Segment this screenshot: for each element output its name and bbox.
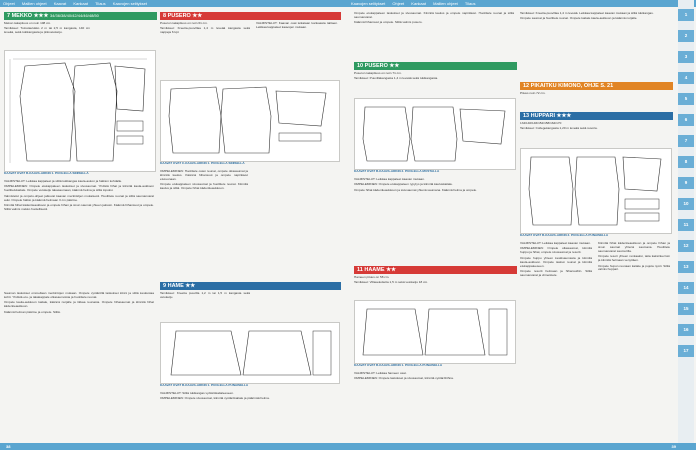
pattern-number: 9 bbox=[163, 283, 167, 289]
pattern-number: 8 bbox=[163, 13, 167, 19]
pattern-10-header bbox=[354, 62, 517, 70]
tab-number: 5 bbox=[678, 93, 694, 105]
left-extra-text: Sauman laskokset ommellaan merkintöjen mukaan. Ompele vyötäröllä laskokset kiinni ja silitä keskustaa kohti. Yhdistä etu- ja takakappale olkasaumoista ja huolittele reunat. Ompele kaula-aukkoon kaitale, käännä nurjalle ja tikkaa reunasta. Ompele hihasaumat ja kiinnitä hihat kädentieaukkoon. Käännä helman päärme ja ompele. Silitä. bbox=[4, 292, 154, 314]
layout-diagram bbox=[355, 99, 515, 169]
tab-number: 13 bbox=[678, 261, 694, 273]
instr-text: OMPELEMINEN: Ompele etukappaleen laskokset ja sivusaumat. Yhdistä hihat ja kiinnitä kaula-aukkoon huolittelukaitale. Ompele vetoketju takasaumaan, käännä helma ja silitä lopuksi. bbox=[4, 184, 154, 193]
tab-number: 3 bbox=[678, 51, 694, 63]
pattern-8-layout-figure bbox=[160, 80, 340, 162]
right-page bbox=[348, 0, 696, 450]
layout-diagram bbox=[161, 81, 339, 161]
pattern-9-layout-figure bbox=[160, 322, 340, 384]
left-topbar bbox=[0, 0, 348, 7]
prep-text: VALMISTELUT: Leikkaa hameen osat. bbox=[354, 372, 407, 375]
pattern-text: Puseron takapituus on noin 71 cm. bbox=[354, 72, 402, 75]
pattern-10-caption: KAAVAT OVAT B-KAAVA-ARKIN 2. PUOLELLA MUSTALLA bbox=[354, 169, 440, 173]
pattern-text: Puseron takapituus on noin 61 cm. bbox=[160, 22, 208, 25]
prep-text: VALMISTELUT: Leikkaa kappaleet ja silitä tukikangas kaula-aukon ja halkion kohdalle. bbox=[4, 180, 123, 183]
pattern-12-header bbox=[520, 82, 673, 90]
pattern-text: Tarvikkeet: Villasekoitetta 1,5 m sekä vetoketju 18 cm. bbox=[354, 280, 429, 285]
right-bottombar bbox=[348, 443, 696, 450]
pattern-13-instructions-2: Kiinnitä hihat kädentieaukkoon ja ompele hihan ja sivun saumat yhtenä saumana. Huolittele saumanvarat saumurilla. Ompele resori yhteen renkaaksi, taita kaksinkerroin ja kiinnitä helmaan venyttäen. Ompele hupun reunaan kaitale ja pujota nyöri. Silitä valmis huppari. bbox=[598, 242, 670, 272]
topbar-item: Tilaus bbox=[95, 1, 106, 6]
pattern-9-instructions bbox=[160, 392, 338, 437]
pattern-8-header bbox=[160, 12, 341, 20]
prep-text: VALMISTELUT: Silitä tukikangas vyötärökaitaleeseen. bbox=[160, 392, 234, 395]
instr-text: OMPELEMINEN: Ompele sivusaumat, kiinnitä vyötärökaitale ja päärmää helma. bbox=[160, 396, 270, 401]
tab-number: 2 bbox=[678, 30, 694, 42]
pattern-11-layout-figure bbox=[354, 300, 516, 364]
topbar-item: Mallien ohjeet bbox=[21, 1, 47, 6]
tab-number: 15 bbox=[678, 303, 694, 315]
left-bottombar bbox=[0, 443, 348, 450]
pattern-7-caption: KAAVAT OVAT B-KAAVA-ARKIN 1. PUOLELLA SINISELLÄ bbox=[4, 171, 89, 175]
pattern-9-intro bbox=[160, 292, 250, 322]
tab-number: 10 bbox=[678, 198, 694, 210]
tab-number: 1 bbox=[678, 9, 694, 21]
pattern-number: 10 bbox=[357, 63, 364, 69]
difficulty-stars: ★★★ bbox=[33, 13, 49, 19]
pattern-13-caption: KAAVAT OVAT B-KAAVA-ARKIN 2. PUOLELLA PUNAISELLA bbox=[520, 233, 609, 237]
topbar-item: Kaavat bbox=[53, 1, 67, 6]
layout-diagram bbox=[161, 323, 339, 383]
pattern-name: PUSERO bbox=[167, 13, 191, 19]
layout-diagram bbox=[5, 51, 155, 171]
prep-text: VALMISTELUT: Leikkaa kappaleet kaavan mukaan. bbox=[520, 242, 591, 245]
pattern-text: Mekon takapituus on noin 108 cm. bbox=[4, 22, 52, 25]
instr-text: OMPELEMINEN: Huolittele osien reunat, ompele olkasaumat ja kiinnitä kaulus. Käännä hihansuut ja ompele napinlävet etureunaan. bbox=[160, 170, 248, 181]
pattern-7-layout-figure bbox=[4, 50, 156, 172]
right-column-text: Tarvikkeet: Kreetta-puuvillaa 1,4 m leveää. Leikkaa kappaleet kaavan mukaan ja silitä tukikangas. Ompele saumat ja huolittele reunat. Ompele kaitale kaula-aukkoon ja käännä nurjalle. bbox=[520, 12, 654, 21]
right-topbar bbox=[348, 0, 696, 7]
tab-number: 6 bbox=[678, 114, 694, 126]
difficulty-stars: ★★ bbox=[386, 267, 396, 273]
side-tabs bbox=[678, 0, 694, 450]
difficulty-stars: ★★★ bbox=[556, 113, 572, 119]
page-number: 38 bbox=[6, 444, 11, 449]
tab-number: 16 bbox=[678, 324, 694, 336]
pattern-text: Tarvikkeet: Puuvillakangasta 1,4 m leveää sekä tukikangasta. bbox=[354, 76, 439, 81]
pattern-name: PIKAITKU KIMONO, OHJE S. 21 bbox=[530, 83, 614, 89]
topbar-item: Kankaat bbox=[411, 1, 426, 6]
pattern-8-instructions: OMPELEMINEN: Huolittele osien reunat, ompele olkasaumat ja kiinnitä kaulus. Käännä hihansuut ja ompele napinlävet etureunaan. Ompele etukappaleen sivusaumat ja huolittele reunat. Kiinnitä kaulus ja silitä. Ompele hihat kädentieaukkoon. bbox=[160, 170, 248, 191]
pattern-13-layout-figure bbox=[520, 148, 672, 234]
pattern-8-prep bbox=[256, 22, 338, 82]
pattern-10-prev-text: Ompele etukappaleen laskokset ja sivusaumat. Kiinnitä kaulus ja ompele napinlävet. Huolittele reunat ja silitä saumanvarat. Käännä hihansuut ja ompele. Silitä valmis pusero. bbox=[354, 12, 514, 25]
topbar-item: Kaavojen selitykset bbox=[112, 1, 148, 6]
pattern-10-layout-figure bbox=[354, 98, 516, 170]
pattern-11-header bbox=[354, 266, 517, 274]
tab-number: 9 bbox=[678, 177, 694, 189]
tab-number: 14 bbox=[678, 282, 694, 294]
tab-number: 12 bbox=[678, 240, 694, 252]
pattern-9-caption: KAAVAT OVAT B-KAAVA-ARKIN 1. PUOLELLA PUNAISELLA bbox=[160, 383, 249, 387]
topbar-item: Ohjeet bbox=[3, 1, 15, 6]
pattern-12-intro bbox=[520, 92, 670, 108]
prep-text: VALMISTELUT: Kaavan osat leikataan kankaasta taittaen. Leikkaa kappaleet kaavojen mukaan. bbox=[256, 22, 338, 29]
pattern-name: HUPPARI bbox=[530, 113, 556, 119]
pattern-10-instructions: VALMISTELUT: Leikkaa kappaleet kaavan mukaan. OMPELEMINEN: Ompele etukappaleen rypytys ja kiinnitä kauluskaitale. Ompele hihat kädentieaukkoon ja sivusaumat yhtenä saumana. Käännä helma ja ompele. bbox=[354, 178, 514, 263]
instr-text: OMPELEMINEN: Ompele olkasaumat, kiinnitä huppu ja hihat, ompele sivusaumat ja resorit. bbox=[520, 246, 592, 255]
tab-number: 11 bbox=[678, 219, 694, 231]
difficulty-stars: ★★ bbox=[192, 13, 203, 19]
pattern-7-header bbox=[4, 12, 157, 20]
pattern-sizes: 34/36/38/40/42/44/46/48/50 bbox=[49, 13, 99, 18]
pattern-13-intro bbox=[520, 122, 670, 147]
pattern-text: Tarvikkeet: Tulostaulukko 2 m tai 2,5 m kangasta, 140 cm leveää, sekä tukikangasta ja piilovetoketju. bbox=[4, 26, 90, 35]
pattern-text: Pituus noin 72 cm. bbox=[520, 92, 546, 95]
pattern-name: HAAME bbox=[364, 267, 385, 273]
pattern-9-header bbox=[160, 282, 341, 290]
difficulty-stars: ★★ bbox=[389, 63, 400, 69]
pattern-8-intro bbox=[160, 22, 250, 82]
instr-text: OMPELEMINEN: Ompele laskokset ja sivusaumat, kiinnitä vyötäröhihna. bbox=[354, 376, 454, 381]
pattern-11-intro bbox=[354, 276, 514, 298]
tab-number: 7 bbox=[678, 135, 694, 147]
tab-number: 4 bbox=[678, 72, 694, 84]
pattern-number: 7 bbox=[7, 13, 11, 19]
tab-number: 8 bbox=[678, 156, 694, 168]
pattern-text: Tarvikkeet: Kreetta puuvilla 1,2 m tai 1,5 m kangasta sekä vetoketju. bbox=[160, 292, 250, 299]
pattern-8-caption: KAAVAT OVAT C-KAAVA-ARKIN 1. PUOLELLA SINISELLÄ bbox=[160, 161, 245, 165]
layout-diagram bbox=[355, 301, 515, 363]
instr-text: OMPELEMINEN: Ompele etukappaleen rypytys ja kiinnitä kauluskaitale. bbox=[354, 182, 453, 187]
difficulty-stars: ★★ bbox=[185, 283, 196, 289]
pattern-number: 13 bbox=[523, 113, 530, 119]
pattern-7-instructions: VALMISTELUT: Leikkaa kappaleet ja silitä tukikangas kaula-aukon ja halkion kohdalle. OMPELEMINEN: Ompele etukappaleen laskokset ja sivusaumat. Yhdistä hihat ja kiinnitä kaula-aukkoon huolittelukaitale. Ompele vetoketju takasaumaan, käännä helma ja silitä lopuksi. Valmistelut ja ompelu-ohjeet jatkuvat kaavan merkintöjen mukaisesti. Huolittele reunat ja silitä saumanvarat auki. Ompele halkio ja käännä helmaan 3 cm päärme. Kiinnitä hihat kädentieaukkoon ja ompele hihan ja sivun saumat yhteen jaksoin. Käännä hihansuut ja ompele. Silitä valmis mekko huolellisesti. bbox=[4, 180, 154, 211]
topbar-item: Kaavojen selitykset bbox=[351, 1, 386, 6]
pattern-11-caption: KAAVAT OVAT B-KAAVA-ARKIN 1. PUOLELLA PUNAISELLA bbox=[354, 363, 443, 367]
topbar-item: Tilaus bbox=[464, 1, 476, 6]
prep-text: VALMISTELUT: Leikkaa kappaleet kaavan mukaan. bbox=[354, 178, 425, 181]
pattern-13-header bbox=[520, 112, 673, 120]
pattern-name: PUSERO bbox=[364, 63, 388, 69]
tab-number: 17 bbox=[678, 345, 694, 357]
page-number: 39 bbox=[671, 444, 676, 449]
pattern-13-instructions: VALMISTELUT: Leikkaa kappaleet kaavan mukaan. OMPELEMINEN: Ompele olkasaumat, kiinnitä huppu ja hihat, ompele sivusaumat ja resorit. Ompele huppu yhteen keskisaumasta ja kiinnitä kaula-aukkoon. Ompele taskun reunat ja kiinnitä etukappaleeseen. Ompele resorit helmaan ja hihansuihin. Silitä saumanvarat ja viimeistele. bbox=[520, 242, 592, 277]
topbar-item: Mallien ohjeet bbox=[433, 1, 458, 6]
pattern-number: 12 bbox=[523, 83, 530, 89]
topbar-item: Ohjeet bbox=[392, 1, 405, 6]
topbar-item: Kankaat bbox=[73, 1, 88, 6]
pattern-text: Tarvikkeet: Kreetta-puuvillaa 1,4 m leveää kangasta sekä nappeja 6 kpl. bbox=[160, 26, 250, 35]
layout-diagram bbox=[521, 149, 671, 233]
pattern-name: HAME bbox=[167, 283, 184, 289]
pattern-sizes: 134/140/146/152/158/164/170 bbox=[520, 122, 562, 125]
pattern-text: Tarvikkeet: Collegekangasta 1,20 m leveää sekä resoria. bbox=[520, 126, 598, 131]
pattern-10-intro bbox=[354, 72, 514, 97]
pattern-11-instructions bbox=[354, 372, 514, 437]
pattern-text: Hameen pituus on 58 cm. bbox=[354, 276, 390, 279]
pattern-name: MEKKO bbox=[11, 13, 33, 19]
pattern-number: 11 bbox=[357, 267, 363, 273]
